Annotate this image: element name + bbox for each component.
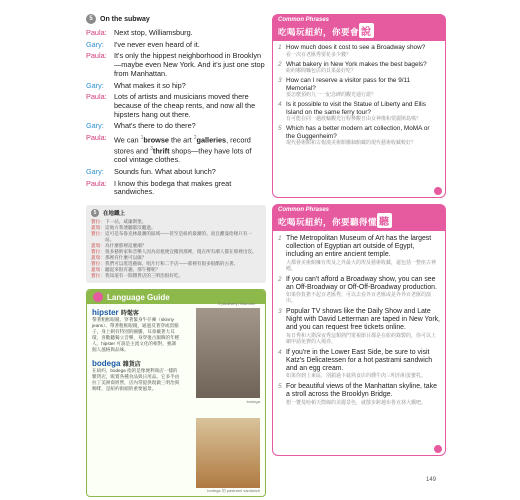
phrase-number: 1 <box>278 44 282 51</box>
guide-term-zh: 雜貨店 <box>122 362 141 369</box>
dialogue-line <box>86 122 266 131</box>
right-column <box>272 14 446 462</box>
phrase-number: 3 <box>278 77 282 84</box>
translation-line <box>91 231 261 243</box>
footnote-marker: 2 <box>193 135 197 142</box>
photo-credit: © pardmerry / flickr.com <box>217 302 255 307</box>
left-column <box>86 14 266 497</box>
speaker-name: Paula: <box>86 51 107 61</box>
photo-caption: bodega <box>246 399 260 405</box>
phrase-body <box>286 383 440 405</box>
sandwich-photo <box>196 418 260 488</box>
guide-term-en: hipster <box>92 308 119 318</box>
translation-text: 下一站，威廉斯堡。 <box>105 219 147 225</box>
speaker-name: Paula: <box>86 178 107 188</box>
phrases-speak-box <box>272 14 446 198</box>
phrase-item <box>273 349 445 380</box>
phrase-item <box>273 61 445 75</box>
phrases-zh-prefix: 吃喝玩紐約，你要聽得懂 <box>278 217 378 227</box>
flower-icon <box>434 445 442 453</box>
phrase-number: 3 <box>278 308 282 316</box>
dialogue-line <box>86 134 266 165</box>
phrase-english: The Metropolitan Museum of Art has the largest collection of Egyptian art outside of Egypt, including an entire ancient temple. <box>286 235 432 259</box>
phrase-body <box>286 61 440 75</box>
phrase-english: What bakery in New York makes the best bagels? <box>286 60 427 68</box>
section-badge: 5 <box>86 14 96 24</box>
phrase-number: 4 <box>278 348 282 356</box>
speaker-name: Gary: <box>86 80 104 90</box>
guide-term-body: 帶著粗框眼鏡、穿著緊身牛仔褲（skinny jeans）、帶著粗框眼鏡，通過反著穿或留鬍子，身上刺有特別的圖騰，耳垂戴著大耳環，喜歡聽獨立音樂，身穿復古服飾的年輕人。hipster 可說是主流文化的相對，強調個人風格與品味。 <box>92 317 180 353</box>
dialogue-line <box>86 93 266 119</box>
language-guide-text <box>92 306 180 392</box>
translation-text: 我們可以逛逛藝廊、唱片行和二手店——那裡有很多很酷的古著。 <box>105 261 239 267</box>
page-number: 149 <box>426 477 437 483</box>
phrase-number: 5 <box>278 383 282 391</box>
phrase-number: 2 <box>278 60 282 68</box>
vocab-word: galleries <box>196 135 227 145</box>
speaker-name: Paula: <box>86 133 107 143</box>
phrase-number: 5 <box>278 125 282 132</box>
flower-icon <box>434 187 442 195</box>
phrases-en-title: Common Phrases <box>278 207 330 213</box>
phrase-english: For beautiful views of the Manhattan skyline, take a stroll across the Brooklyn Bridge. <box>286 383 437 399</box>
phrase-chinese: 如果你到上東區，別錯過卡茲熟食店的燻牛肉三明治和蛋蜜乳。 <box>286 373 427 380</box>
dialogue-text: We can $^1$browse the art $^2$galleries, record stores and $^3$thrift shops—they have lots of cool vintage clothes. <box>114 135 252 165</box>
translation-header <box>91 209 261 217</box>
phrases-en-title: Common Phrases <box>278 17 330 23</box>
translation-text: 這地方我連聽都沒聽過。 <box>105 225 156 231</box>
translation-lines <box>91 219 261 279</box>
phrase-item <box>273 125 445 146</box>
guide-term-body: 在紐約，bodega 指的是像便利商店一樣的雜貨店，販賣各種食品與日用品。它多半由拉丁美洲裔經營，店內常提供現做三明治與咖啡，是紐約街頭的重要風景。 <box>92 368 180 392</box>
dialogue-text: Lots of artists and musicians moved there because of the cheap rents, and now all the hipsters hang out there. <box>114 92 256 119</box>
phrase-chinese: 紐約哪間麵包店的貝果最好吃？ <box>286 68 357 74</box>
footnote-marker: 1 <box>140 135 144 142</box>
phrase-number: 2 <box>278 275 282 283</box>
phrase-item <box>273 235 445 272</box>
phrases-listen-box <box>272 204 446 456</box>
phrase-body <box>286 308 440 345</box>
phrase-item <box>273 44 445 58</box>
phrases-zh-emphasis: 說 <box>359 23 374 38</box>
language-guide-title: Language Guide <box>107 292 170 302</box>
dialogue-line <box>86 168 266 177</box>
footnote-marker: 3 <box>150 146 153 153</box>
translation-speaker: 蓋瑞： <box>91 243 105 249</box>
phrase-chinese: 看一次百老匯秀要花多少錢？ <box>286 51 352 58</box>
phrases-zh-title <box>278 23 440 38</box>
phrases-zh-emphasis: 聽 <box>377 213 392 228</box>
flower-icon <box>93 292 103 302</box>
guide-term-en: bodega <box>92 359 121 369</box>
guide-term-bodega <box>92 359 180 368</box>
translation-speaker: 蓋瑞： <box>91 225 105 231</box>
translation-text: 這可是布魯克林最潮的區域——甚至是紐約最潮的。而且離曼哈頓只有一站。 <box>105 231 253 243</box>
translation-text: 為什麼那裡這麼潮？ <box>105 243 147 249</box>
translation-title: 在地鐵上 <box>103 211 126 218</box>
phrase-item <box>273 308 445 345</box>
photo-caption: bodega 的 pastrami sandwich <box>207 488 260 494</box>
guide-term-hipster <box>92 308 180 317</box>
vocab-word: browse <box>143 135 169 145</box>
phrase-chinese: 有可能在同一趟渡輪觀光行程參觀自由女神像和愛麗斯島嗎？ <box>286 116 422 122</box>
dialogue-line <box>86 29 266 38</box>
translation-text: 聽起來很有趣。那午餐呢？ <box>105 267 161 273</box>
speaker-name: Gary: <box>86 121 104 131</box>
phrase-english: Is it possible to visit the Statue of Liberty and Ellis Island on the same ferry tour? <box>286 101 426 116</box>
translation-speaker: 蓋瑞： <box>91 255 105 261</box>
phrase-body <box>286 77 440 98</box>
dialogue-text: I've never even heard of it. <box>114 39 200 49</box>
phrases-speak-header <box>273 15 445 41</box>
phrase-number: 4 <box>278 101 282 108</box>
phrase-english: Which has a better modern art collection, MoMA or the Guggenheim? <box>286 125 430 140</box>
translation-line <box>91 273 261 279</box>
phrases-speak-list <box>273 44 445 146</box>
speaker-name: Paula: <box>86 92 107 102</box>
speaker-name: Gary: <box>86 39 104 49</box>
phrase-english: If you can't afford a Broadway show, you can see an Off-Broadway or Off-Off-Broadway production. <box>286 275 437 291</box>
dialogue-text: What's there to do there? <box>114 121 196 131</box>
dialogue-line <box>86 82 266 91</box>
dialogue-text: Next stop, Williamsburg. <box>114 28 193 37</box>
guide-term-zh: 時髦客 <box>120 311 139 318</box>
translation-badge: 5 <box>91 209 99 217</box>
phrase-body <box>286 276 440 304</box>
phrase-chinese: 想一覽曼哈頓天際線的美麗景色，就散步跨越布魯克林大橋吧。 <box>286 399 427 406</box>
dialogue-text: What makes it so hip? <box>114 80 186 90</box>
dialogue-title: On the subway <box>100 15 150 23</box>
phrase-body <box>286 349 440 380</box>
translation-speaker: 寶拉： <box>91 273 105 279</box>
speaker-name: Gary: <box>86 166 104 176</box>
phrase-chinese: 大都會美術館擁有埃及之外最大的埃及藝術收藏，還包括一整座古神殿。 <box>286 259 437 272</box>
translation-speaker: 寶拉： <box>91 261 105 267</box>
phrase-english: How can I reserve a visitor pass for the 9/11 Memorial? <box>286 77 411 92</box>
phrase-english: If you're in the Lower East Side, be sure to visit Katz's Delicatessen for a hot pastrami sandwich and an egg cream. <box>286 348 433 373</box>
translation-speaker: 寶拉： <box>91 219 105 225</box>
translation-box <box>86 205 266 283</box>
dialogue-text: Sounds fun. What about lunch? <box>114 166 216 176</box>
phrase-chinese: 每日秀和大衛深夜秀這類熱門電視節目都是在紐約錄製的，你可以上網申請免費的入場券。 <box>286 332 437 345</box>
phrases-listen-header <box>273 205 445 231</box>
dialogue-text: It's only the hippest neighborhood in Brooklyn—maybe even New York. And it's just one stop from Manhattan. <box>114 51 265 78</box>
translation-speaker: 蓋瑞： <box>91 267 105 273</box>
phrase-item <box>273 101 445 122</box>
phrase-number: 1 <box>278 235 282 242</box>
bodega-photo <box>196 308 260 398</box>
phrases-listen-list <box>273 235 445 406</box>
phrase-chinese: 如果你負擔不起百老匯秀，可以去看外百老匯或是外外百老匯的演出。 <box>286 292 432 305</box>
dialogue-text: I know this bodega that makes great sandwiches. <box>114 178 232 197</box>
speaker-name: Paula: <box>86 28 107 37</box>
phrase-chinese: 要怎麼預約九一一紀念碑的觀光通行證？ <box>286 92 377 98</box>
language-guide <box>86 289 266 497</box>
phrase-body <box>286 101 440 122</box>
translation-text: 那裡有什麼可以做？ <box>105 255 147 261</box>
phrase-item <box>273 276 445 304</box>
dialogue-line <box>86 52 266 78</box>
translation-text: 很多藝術家和音樂人因為房租便宜搬到那裡，現在所有潮人都在那裡出沒。 <box>105 249 257 255</box>
phrase-body <box>286 235 440 272</box>
phrase-english: Popular TV shows like the Daily Show and Late Night with David Letterman are taped in New York, and you can request free tickets online. <box>286 308 440 332</box>
translation-speaker: 寶拉： <box>91 231 105 237</box>
dialogue-header <box>86 14 266 24</box>
phrase-chinese: 現代藝術館和古根漢美術館哪個館藏的現代藝術收藏較好？ <box>286 140 417 146</box>
phrase-item <box>273 77 445 98</box>
dialogue-line <box>86 180 266 197</box>
translation-text: 我知道有一間雜貨店的三明治很好吃。 <box>105 273 184 279</box>
dialogue <box>86 29 266 197</box>
translation-speaker: 寶拉： <box>91 249 105 255</box>
phrase-english: How much does it cost to see a Broadway show? <box>286 44 426 51</box>
phrase-item <box>273 383 445 405</box>
dialogue-line <box>86 41 266 50</box>
phrases-zh-title <box>278 213 440 228</box>
phrases-zh-prefix: 吃喝玩紐約，你要會 <box>278 27 360 37</box>
phrase-body <box>286 44 440 58</box>
phrase-body <box>286 125 440 146</box>
vocab-word: thrift <box>152 146 170 156</box>
